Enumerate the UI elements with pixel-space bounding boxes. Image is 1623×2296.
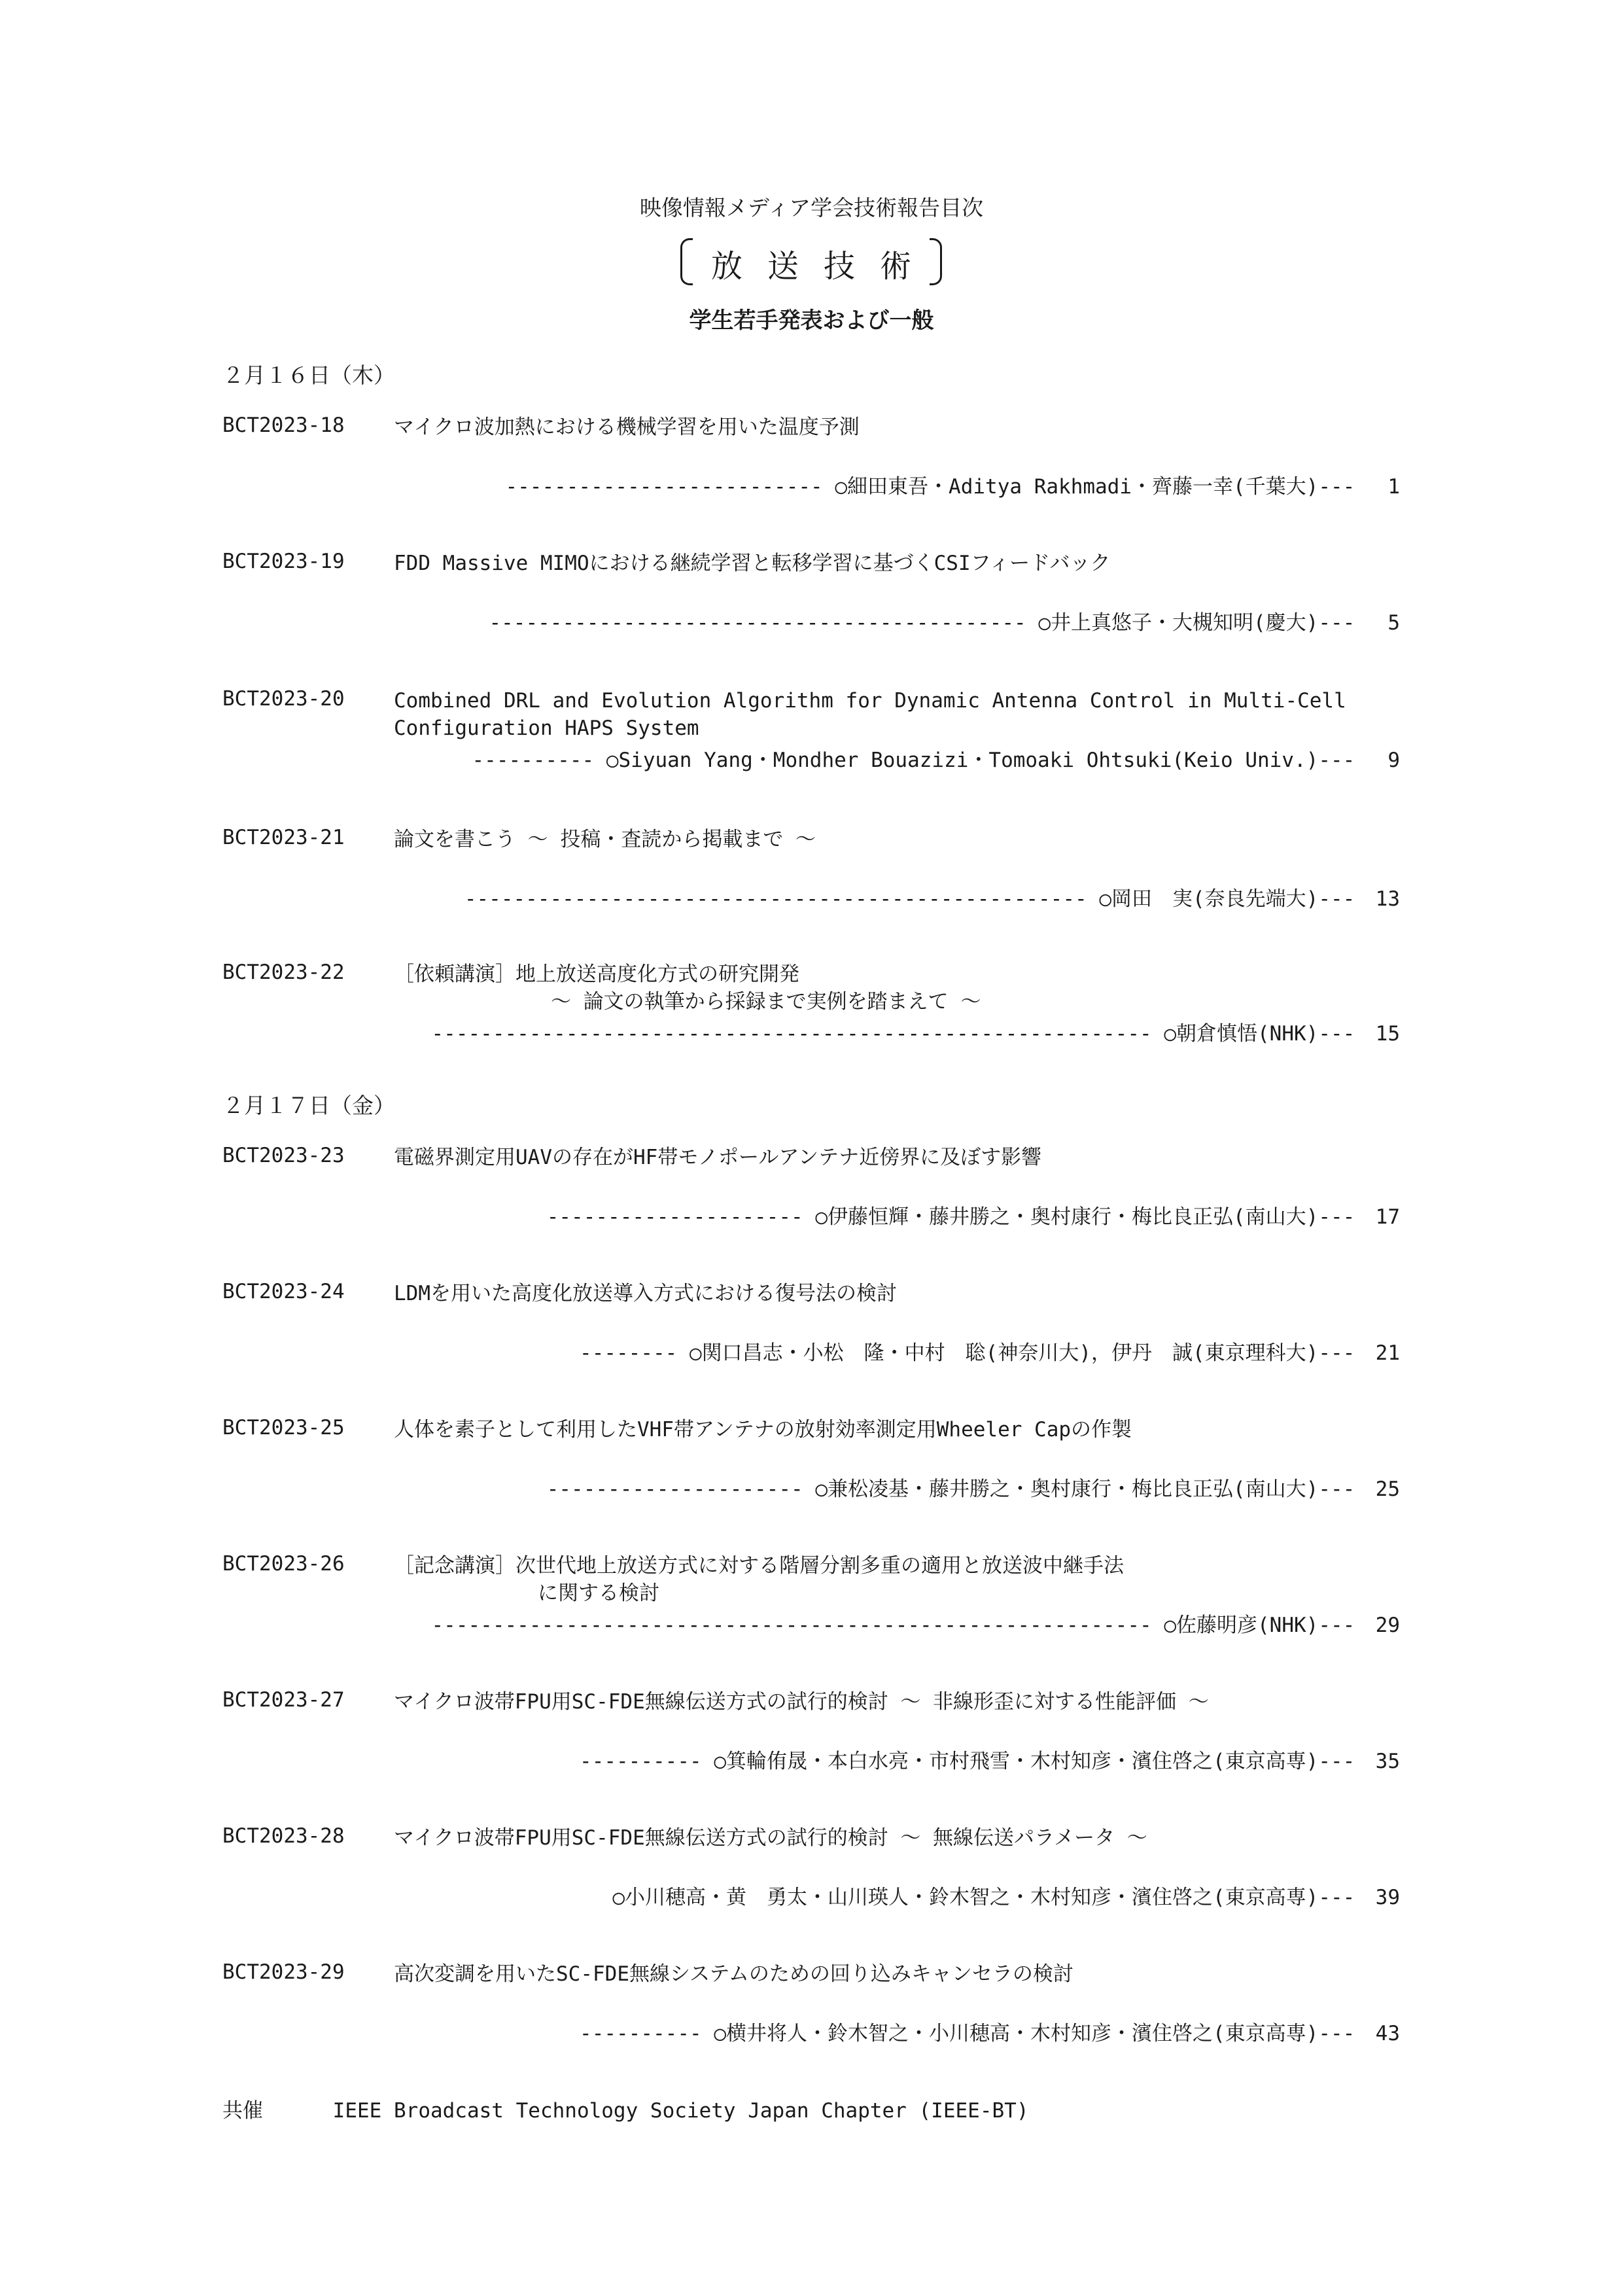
authors: ○横井将人・鈴木智之・小川穂高・木村知彦・濱住啓之(東京高専)---: [714, 2022, 1355, 2045]
leader-dots: ----------: [580, 1750, 702, 1773]
authors: ○岡田 実(奈良先端大)---: [1099, 887, 1355, 911]
authors-line: [464, 882, 1400, 911]
entry-title: [394, 550, 1401, 577]
page-number: 25: [1375, 1477, 1400, 1501]
leader-dots: ---------------------------------------------------: [464, 887, 1087, 911]
session-subtitle: 学生若手発表および一般: [689, 308, 934, 334]
title-line: LDMを用いた高度化放送導入方式における復号法の検討: [394, 1282, 897, 1305]
authors: ○箕輪侑晟・本白水亮・市村飛雪・木村知彦・濱住啓之(東京高専)---: [714, 1750, 1355, 1773]
authors-line: [489, 606, 1400, 635]
authors: ○伊藤恒輝・藤井勝之・奥村康行・梅比良正弘(南山大)---: [815, 1205, 1355, 1229]
authors-line: [580, 1336, 1400, 1366]
title-line: 論文を書こう 〜 投稿・査読から掲載まで 〜: [394, 828, 816, 851]
authors: ○細田東吾・Aditya Rakhmadi・齊藤一幸(千葉大)---: [835, 475, 1355, 499]
entry-title: [394, 414, 1401, 441]
page-number: 39: [1375, 1886, 1400, 1909]
title-line: 〜 論文の執筆から採録まで実例を踏まえて 〜: [551, 990, 981, 1014]
day-heading-1: ２月１６日（木）: [222, 362, 395, 388]
page-number: 29: [1375, 1614, 1400, 1637]
title-line: 電磁界測定用UAVの存在がHF帯モノポールアンテナ近傍界に及ぼす影響: [394, 1146, 1042, 1169]
title-line: ［記念講演］次世代地上放送方式に対する階層分割多重の適用と放送波中継手法: [394, 1554, 1124, 1578]
report-code: BCT2023-25: [222, 1416, 345, 1439]
day-heading-2: ２月１７日（金）: [222, 1093, 395, 1118]
title-line: マイクロ波加熱における機械学習を用いた温度予測: [394, 415, 860, 439]
page-number: 43: [1375, 2022, 1400, 2045]
entry-title: [394, 1416, 1401, 1443]
authors: ○佐藤明彦(NHK)---: [1164, 1614, 1355, 1637]
title-line: Configuration HAPS System: [394, 716, 699, 740]
report-code: BCT2023-29: [222, 1960, 345, 1984]
title-line: ［依頼講演］地上放送高度化方式の研究開発: [394, 963, 799, 986]
entry-title: [394, 826, 1401, 853]
title-line: FDD Massive MIMOにおける継続学習と転移学習に基づくCSIフィードバック: [394, 552, 1111, 575]
report-code: BCT2023-27: [222, 1688, 345, 1712]
category-label: 放送技術: [710, 248, 936, 285]
co-sponsor-label: 共催: [222, 2099, 263, 2123]
page-number: 15: [1375, 1022, 1400, 1046]
category-box: [680, 236, 942, 288]
authors-line: [432, 1017, 1400, 1046]
page-number: 35: [1375, 1750, 1400, 1773]
authors-line: [432, 1608, 1400, 1638]
page-number: 13: [1375, 887, 1400, 911]
leader-dots: --------: [580, 1341, 678, 1365]
page-number: 1: [1387, 475, 1400, 499]
authors: ○兼松凌基・藤井勝之・奥村康行・梅比良正弘(南山大)---: [815, 1477, 1355, 1501]
authors: ○朝倉慎悟(NHK)---: [1164, 1022, 1355, 1046]
entry-title: [394, 1824, 1401, 1852]
leader-dots: --------------------------: [505, 475, 823, 499]
entry-title: [394, 1144, 1401, 1171]
report-code: BCT2023-18: [222, 414, 345, 437]
authors-line: [472, 743, 1400, 773]
authors-line: [505, 470, 1400, 499]
leader-dots: ---------------------: [546, 1205, 803, 1229]
title-line: 高次変調を用いたSC-FDE無線システムのための回り込みキャンセラの検討: [394, 1962, 1073, 1986]
title-line: Combined DRL and Evolution Algorithm for Dynamic Antenna Control in Multi-Cell: [394, 689, 1346, 713]
authors: ○Siyuan Yang・Mondher Bouazizi・Tomoaki Ohtsuki(Keio Univ.)---: [606, 749, 1355, 772]
entry-title: [394, 1688, 1401, 1716]
report-code: BCT2023-26: [222, 1552, 345, 1576]
entry-title: [394, 1960, 1401, 1988]
entry-title: [394, 961, 1401, 1016]
report-code: BCT2023-23: [222, 1144, 345, 1167]
report-code: BCT2023-28: [222, 1824, 345, 1848]
leader-dots: --------------------------------------------: [489, 611, 1026, 635]
page-number: 5: [1387, 611, 1400, 635]
title-line: マイクロ波帯FPU用SC-FDE無線伝送方式の試行的検討 〜 無線伝送パラメータ 〜: [394, 1826, 1147, 1850]
leader-dots: ----------: [472, 749, 595, 772]
page-number: 9: [1387, 749, 1400, 772]
leader-dots: -----------------------------------------------------------: [431, 1022, 1152, 1046]
authors-line: [547, 1472, 1400, 1502]
co-sponsor: [222, 2094, 1029, 2123]
title-line: 人体を素子として利用したVHF帯アンテナの放射効率測定用Wheeler Capの作製: [394, 1418, 1132, 1441]
authors-line: [580, 1744, 1400, 1774]
authors: ○小川穂高・黄 勇太・山川瑛人・鈴木智之・木村知彦・濱住啓之(東京高専)---: [612, 1886, 1355, 1909]
leader-dots: ----------: [580, 2022, 702, 2045]
co-sponsor-name: IEEE Broadcast Technology Society Japan Chapter (IEEE-BT): [332, 2099, 1029, 2123]
title-line: に関する検討: [538, 1581, 659, 1605]
authors: ○井上真悠子・大槻知明(慶大)---: [1038, 611, 1355, 635]
entry-title: [394, 1280, 1401, 1307]
report-code: BCT2023-21: [222, 826, 345, 849]
authors-line: [580, 2017, 1400, 2046]
report-code: BCT2023-19: [222, 550, 345, 573]
report-code: BCT2023-24: [222, 1280, 345, 1303]
right-bracket: [930, 238, 942, 285]
page-number: 21: [1375, 1341, 1400, 1365]
authors-line: [547, 1200, 1400, 1229]
leader-dots: -----------------------------------------------------------: [431, 1614, 1152, 1637]
authors: ○関口昌志・小松 隆・中村 聡(神奈川大)，伊丹 誠(東京理科大)---: [689, 1341, 1355, 1365]
title-line: マイクロ波帯FPU用SC-FDE無線伝送方式の試行的検討 〜 非線形歪に対する性能評価 〜: [394, 1690, 1209, 1714]
page-number: 17: [1375, 1205, 1400, 1229]
authors-line: [612, 1881, 1400, 1910]
report-code: BCT2023-22: [222, 961, 345, 984]
entry-title: [394, 1552, 1401, 1607]
report-code: BCT2023-20: [222, 687, 345, 711]
entry-title: [394, 687, 1401, 742]
leader-dots: ---------------------: [546, 1477, 803, 1501]
report-title: 映像情報メディア学会技術報告目次: [639, 195, 984, 221]
